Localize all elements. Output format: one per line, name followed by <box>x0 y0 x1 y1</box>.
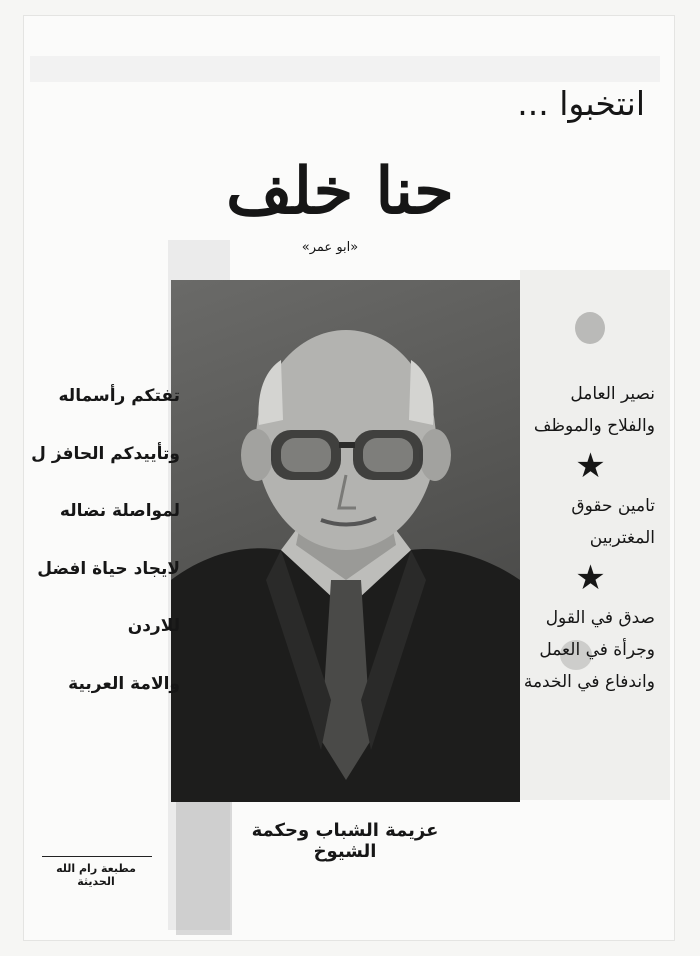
right-line: المغتربين <box>589 528 655 548</box>
left-line: للاردن <box>127 616 180 636</box>
copy-streak <box>176 800 232 935</box>
right-line: صدق في القول <box>545 608 655 628</box>
left-line: وتأييدكم الحافز ل <box>31 443 180 464</box>
printer-credit: مطبعة رام الله الحديثة <box>56 862 136 888</box>
star-icon: ★ <box>575 446 606 486</box>
divider <box>42 856 152 857</box>
star-icon: ★ <box>575 558 606 598</box>
headline: انتخبوا ... <box>517 84 645 123</box>
candidate-portrait <box>171 280 520 802</box>
right-line: نصير العامل <box>570 384 655 404</box>
left-line: تفتكم رأسماله <box>58 386 180 406</box>
left-line: لايجاد حياة افضل <box>37 558 180 579</box>
right-line: واندفاع في الخدمة <box>523 672 655 692</box>
candidate-nickname: «ابو عمر» <box>301 240 359 255</box>
ink-blot <box>575 312 605 344</box>
right-line: والفلاح والموظف <box>533 416 655 436</box>
candidate-name: حنا خلف <box>226 154 454 229</box>
right-line: تامين حقوق <box>571 496 655 516</box>
copy-streak <box>30 56 660 82</box>
right-line: وجرأة في العمل <box>539 640 655 660</box>
left-line: والامة العربية <box>68 673 180 694</box>
bottom-slogan: عزيمة الشباب وحكمة الشيوخ <box>251 820 439 862</box>
left-line: لمواصلة نضاله <box>59 501 180 521</box>
right-slogan-column <box>520 378 655 698</box>
left-slogan-column <box>30 378 180 723</box>
